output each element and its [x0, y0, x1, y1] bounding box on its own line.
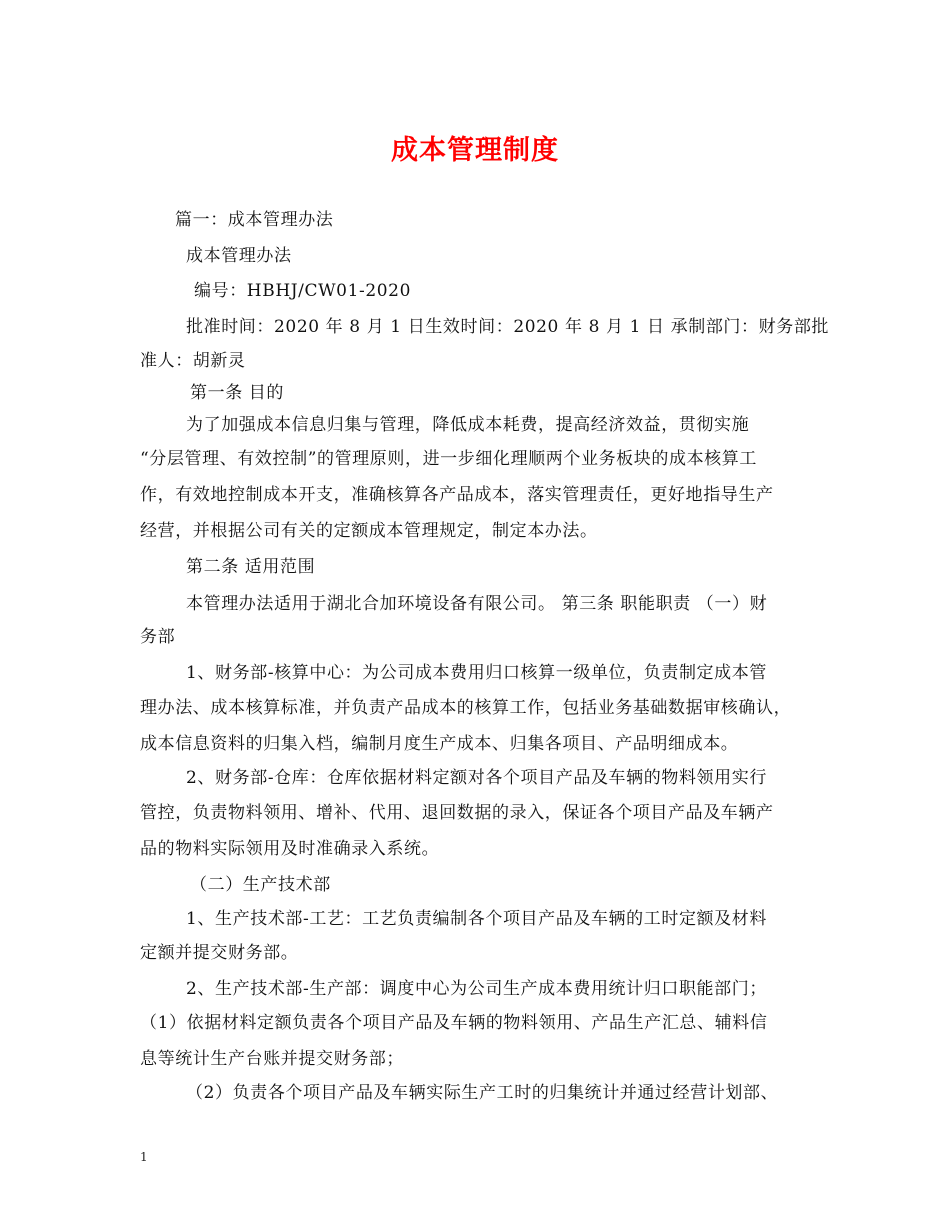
- text-line: 理办法、成本核算标准，并负责产品成本的核算工作，包括业务基础数据审核确认，: [140, 698, 792, 718]
- text-line: 品的物料实际领用及时准确录入系统。: [140, 839, 440, 859]
- text-line: 务部: [140, 627, 176, 647]
- text-line: （1）依据材料定额负责各个项目产品及车辆的物料领用、产品生产汇总、辅料信: [140, 1013, 768, 1033]
- text-line: 编号：HBHJ/CW01-2020: [194, 281, 412, 301]
- text-line: 管控，负责物料领用、增补、代用、退回数据的录入，保证各个项目产品及车辆产: [140, 803, 774, 823]
- text-line: 息等统计生产台账并提交财务部；: [140, 1049, 404, 1069]
- text-line: 作，有效地控制成本开支，准确核算各产品成本，落实管理责任，更好地指导生产: [140, 485, 774, 505]
- text-line: 成本管理办法: [186, 246, 292, 266]
- text-line: 准人：胡新灵: [140, 351, 246, 371]
- text-line: 1、生产技术部-工艺：工艺负责编制各个项目产品及车辆的工时定额及材料: [186, 909, 767, 929]
- text-line: 1、财务部-核算中心：为公司成本费用归口核算一级单位，负责制定成本管: [186, 663, 767, 683]
- page-number: 1: [140, 1150, 148, 1164]
- text-line: 本管理办法适用于湖北合加环境设备有限公司。 第三条 职能职责 （一）财: [186, 594, 768, 614]
- section-heading: （二）生产技术部: [190, 875, 331, 895]
- document-title: 成本管理制度: [391, 135, 559, 166]
- text-line: （2）负责各个项目产品及车辆实际生产工时的归集统计并通过经营计划部、: [186, 1083, 779, 1103]
- text-line: “分层管理、有效控制”的管理原则，进一步细化理顺两个业务板块的成本核算工: [140, 449, 757, 469]
- text-line: 篇一：成本管理办法: [175, 210, 334, 230]
- text-line: 2、财务部-仓库：仓库依据材料定额对各个项目产品及车辆的物料领用实行: [186, 768, 767, 788]
- text-line: 为了加强成本信息归集与管理，降低成本耗费，提高经济效益，贯彻实施: [186, 415, 750, 435]
- text-line: 批准时间：2020 年 8 月 1 日生效时间：2020 年 8 月 1 日 承制部门：财务部批: [186, 317, 830, 337]
- text-line: 成本信息资料的归集入档，编制月度生产成本、归集各项目、产品明细成本。: [140, 734, 739, 754]
- text-line: 经营，并根据公司有关的定额成本管理规定，制定本办法。: [140, 521, 598, 541]
- text-line: 定额并提交财务部。: [140, 943, 299, 963]
- section-heading: 第二条 适用范围: [186, 557, 316, 577]
- section-heading: 第一条 目的: [190, 383, 285, 403]
- text-line: 2、生产技术部-生产部：调度中心为公司生产成本费用统计归口职能部门；: [186, 979, 767, 999]
